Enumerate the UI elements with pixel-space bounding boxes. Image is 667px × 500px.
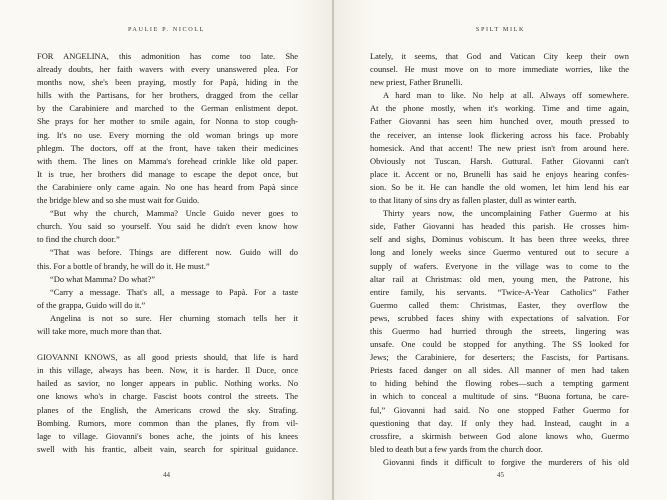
text-line: self and sighs, Dominus vobiscum. It has been three weeks, three (370, 234, 629, 245)
page-body (37, 50, 298, 456)
text-line: A hard man to like. No help at all. Always off somewhere. (383, 90, 629, 101)
text-line: to hiding behind the flowing robes—such a tempting garment (370, 378, 629, 389)
text-line: entire family, his servants. “Twice-A-Year Catholics” Father (370, 286, 629, 297)
text-line: planes of the English, the Americans crowd the sky. Strafing. (37, 404, 298, 415)
text-line: bled to death but a few yards from the church door. (370, 443, 543, 454)
text-line: altar rail at Christmas: old men, young men, the Patrone, his (370, 273, 629, 284)
text-line: side, Father Giovanni has headed this parish. He crosses him- (370, 221, 629, 232)
text-line: Obviously not Tuscan. Harsh. Guttural. Father Giovanni can't (370, 155, 629, 166)
text-line: “But why the church, Mamma? Uncle Guido never goes to (50, 208, 298, 219)
text-line: ing. It's no use. Every morning the old woman brings up more (37, 129, 298, 140)
text-line: to that litany of sins dry as fallen plaster, dull as winter earth. (370, 195, 577, 206)
text-line: the receiver, an intense look flickering across his face. Probably (370, 129, 629, 140)
text-line: the Carabiniere only came again. No one has heard from Papà since (37, 181, 298, 192)
page-body (370, 50, 629, 469)
text-line: to find the church door.” (37, 234, 120, 245)
text-line: hailed as savior, no longer appears in public. Nothing works. No (37, 378, 298, 389)
text-line: the bridge blew and so she must wait for Guido. (37, 195, 200, 206)
text-line: in this village, always has been. Now, it is harder. Il Duce, once (37, 365, 298, 376)
text-line: “Carry a message. That's all, a message to Papà. For a taste (50, 286, 298, 297)
text-line: Guermo called them: Christmas, Easter, they overflow the (370, 299, 629, 310)
text-line: phlegm. The doctors, off at the front, have taken their medicines (37, 142, 298, 153)
text-line: counsel. He must move on to more immediate worries, like the (370, 64, 629, 75)
text-line: already doubts, her faith wavers with every unanswered plea. For (37, 64, 298, 75)
text-line: Thirty years now, the uncomplaining Father Guermo at his (383, 208, 629, 219)
text-line: homesick. And that accent! The new priest isn't from around here. (370, 142, 629, 153)
text-line: church. You said so yourself. You said he didn't even know how (37, 221, 298, 232)
text-line: this. For a bottle of brandy, he will do it. He must.” (37, 260, 210, 271)
text-line: by the Carabiniere and marched to the German enlistment depot. (37, 103, 298, 114)
text-line: FOR ANGELINA, this admonition has come too late. She (37, 51, 298, 61)
page-number: 44 (163, 471, 170, 479)
text-line: Priests faced danger on all sides. All manner of men had taken (370, 365, 629, 376)
text-line: of the grappa, Guido will do it.” (37, 299, 146, 310)
text-line: Bombing. Rumors, more common than the planes, fly from vil- (37, 417, 298, 428)
text-line: Angelina is not so sure. Her churning stomach tells her it (50, 312, 298, 323)
text-line: Jews; the Carabiniere, for deserters; the Fascists, for Partisans. (370, 352, 629, 363)
left-page (0, 0, 333, 500)
text-line: will take more, much more than that. (37, 325, 162, 336)
text-line: pews, scrubbed faces shiny with expectations of salvation. For (370, 312, 629, 323)
text-line: in which to conceal a multitude of sins. “Buona fortuna, be care- (370, 391, 629, 402)
running-head: PAULIE P. NICOLL (127, 26, 206, 33)
text-line: with them. The lines on Mamma's forehead crinkle like old paper. (37, 155, 298, 166)
text-line: new priest, Father Brunelli. (370, 77, 463, 88)
text-line: It is true, her brothers did manage to escape the depot once, but (37, 168, 298, 179)
text-line: sion. So be it. He can handle the old women, let him lend his ear (370, 181, 629, 192)
text-line: long and lonely weeks since Guermo ventured out to secure a (370, 247, 629, 258)
text-line: “That was before. Things are different now. Guido will do (50, 247, 298, 258)
text-line: this Guermo had hurried through the streets, lingering was (370, 325, 629, 336)
right-page (334, 0, 667, 500)
text-line: Giovanni finds it difficult to forgive the murderers of his old (383, 456, 629, 467)
text-line: Lately, it seems, that God and Vatican City keep their own (370, 51, 629, 61)
text-line: one knows who's in charge. Fascist boots control the streets. The (37, 391, 298, 402)
text-line: months now, she's been praying, mostly for Papà, hiding in the (37, 77, 298, 88)
running-head: SPILT MILK (475, 26, 526, 33)
section-break (37, 338, 298, 351)
text-line: hills with the Partisans, for her brothers, dragged from the cellar (37, 90, 298, 101)
text-line: She prays for her mother to smile again, for Nonna to stop cough- (37, 116, 298, 127)
text-line: place it. Accent or no, Brunelli has said he enjoys hearing confes- (370, 168, 629, 179)
text-line: “Do what Mamma? Do what?” (50, 273, 155, 284)
text-line: At the phone mostly, when it's working. Time and time again, (370, 103, 629, 114)
text-line: questioning that day. If only they had. Instead, caught in a (370, 417, 629, 428)
text-line: lage to village. Giovanni's bones ache, the joints of his knees (37, 430, 298, 441)
text-line: crossfire, a skirmish between God alone knows who, Guermo (370, 430, 629, 441)
text-line: ful,” Giovanni had said. No one stopped Father Guermo for (370, 404, 629, 415)
text-line: Father Giovanni has seen him hunched over, mouth pressed to (370, 116, 629, 127)
text-line: supply of wafers. Everyone in the village was to come to the (370, 260, 629, 271)
text-line: GIOVANNI KNOWS, as all good priests should, that life is hard (37, 352, 298, 363)
text-line: unsafe. One could be stopped for anything. The SS looked for (370, 339, 629, 350)
text-line: swell with his frantic, albeit vain, search for spiritual guidance. (37, 443, 298, 454)
page-number: 45 (497, 471, 504, 479)
